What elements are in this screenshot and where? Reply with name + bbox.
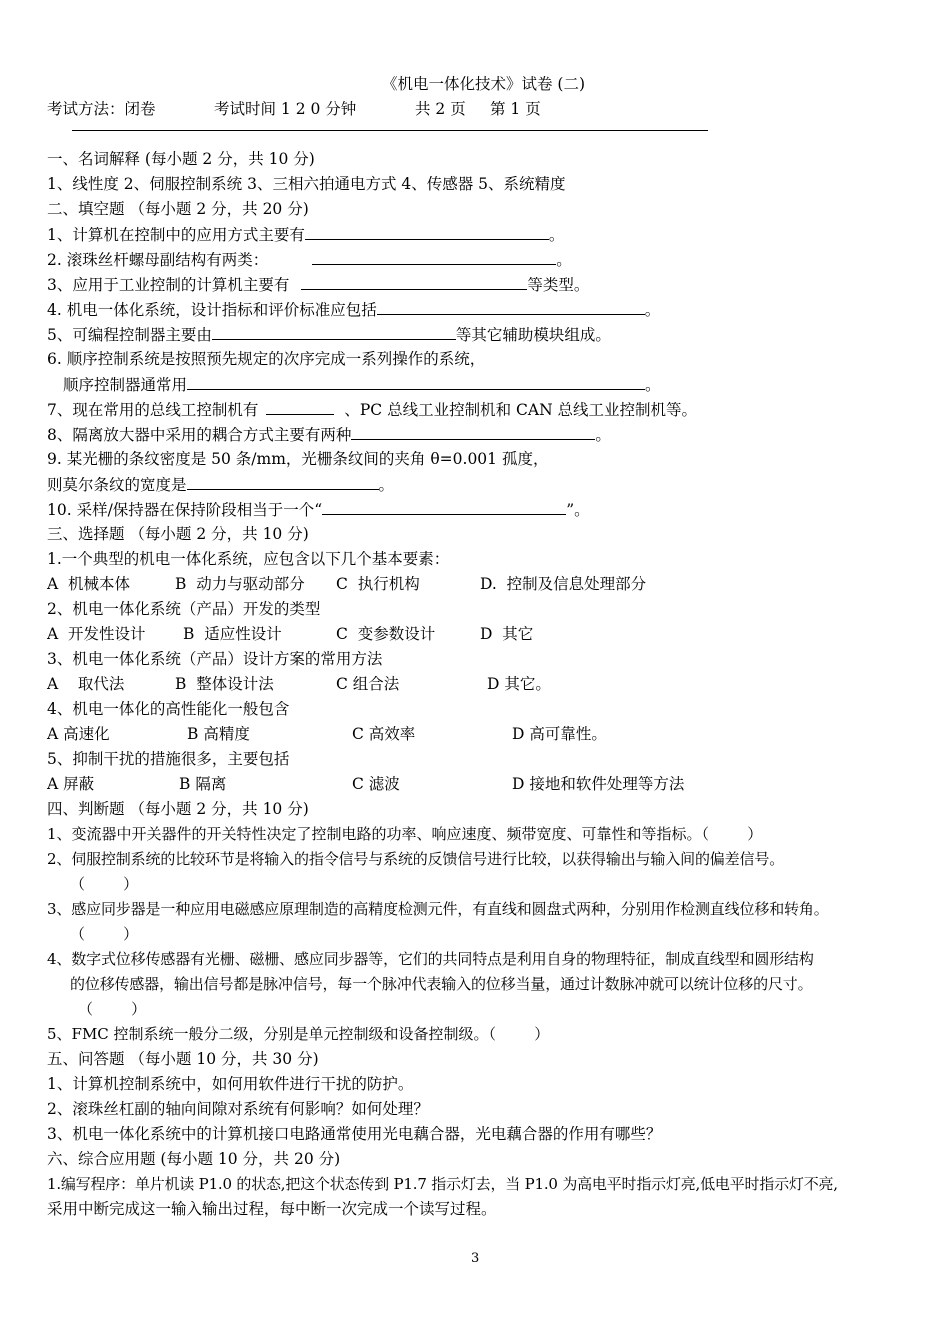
application-question-1: 1.编写程序：单片机读 P1.0 的状态,把这个状态传到 P1.7 指示灯去，当 P1.0 为高电平时指示灯亮,低电平时指示灯不亮, xyxy=(47,1175,838,1193)
choice-option[interactable]: B 隔离 xyxy=(179,775,227,793)
section-5-heading: 五、问答题 （每小题 10 分，共 30 分) xyxy=(47,1050,319,1068)
choice-question-2: 2、机电一体化系统（产品）开发的类型 xyxy=(47,600,321,618)
fill-question-8: 8、隔离放大器中采用的耦合方式主要有两种 。 xyxy=(47,426,611,444)
choice-question-3: 3、机电一体化系统（产品）设计方案的常用方法 xyxy=(47,650,383,668)
qa-question-3: 3、机电一体化系统中的计算机接口电路通常使用光电藕合器，光电藕合器的作用有哪些？ xyxy=(47,1125,662,1143)
section-6-heading: 六、综合应用题 (每小题 10 分，共 20 分) xyxy=(47,1150,341,1168)
judge-answer-bracket[interactable]: （ ） xyxy=(70,875,139,893)
section-1-terms: 1、线性度 2、伺服控制系统 3、三相六拍通电方式 4、传感器 5、系统精度 xyxy=(47,175,566,193)
fill-question-10: 10. 采样/保持器在保持阶段相当于一个“ ”。 xyxy=(47,501,590,519)
answer-blank[interactable] xyxy=(301,274,527,290)
section-3-heading: 三、选择题 （每小题 2 分，共 10 分) xyxy=(47,525,309,543)
judge-answer-bracket[interactable]: （ ） xyxy=(78,1000,147,1018)
fill-question-9-cont: 则莫尔条纹的宽度是 。 xyxy=(47,476,395,494)
judge-question-4-cont: 的位移传感器，输出信号都是脉冲信号，每一个脉冲代表输入的位移当量，通过计数脉冲就可以统计位移的尺寸。 xyxy=(70,975,813,993)
fill-question-5: 5、可编程控制器主要由 等其它辅助模块组成。 xyxy=(47,326,611,344)
answer-blank[interactable] xyxy=(187,474,379,490)
choice-option[interactable]: B 高精度 xyxy=(187,725,250,743)
judge-question-4: 4、数字式位移传感器有光栅、磁栅、感应同步器等，它们的共同特点是利用自身的物理特征，制成直线型和圆形结构 xyxy=(47,950,814,968)
choice-option[interactable]: B 适应性设计 xyxy=(183,625,282,643)
fill-question-9: 9. 某光栅的条纹密度是 50 条/mm，光栅条纹间的夹角 θ=0.001 孤度， xyxy=(47,450,549,468)
answer-blank[interactable] xyxy=(305,224,549,240)
judge-answer-bracket[interactable]: （ ） xyxy=(70,925,139,943)
choice-option[interactable]: D. 控制及信息处理部分 xyxy=(480,575,647,593)
fill-question-7: 7、现在常用的总线工控制机有 、PC 总线工业控制机和 CAN 总线工业控制机等。 xyxy=(47,401,698,419)
answer-blank[interactable] xyxy=(187,374,645,390)
section-1-heading: 一、名词解释 (每小题 2 分，共 10 分) xyxy=(47,150,315,168)
fill-question-3: 3、应用于工业控制的计算机主要有 等类型。 xyxy=(47,276,590,294)
choice-question-1: 1.一个典型的机电一体化系统，应包含以下几个基本要素： xyxy=(47,550,450,568)
page-number: 3 xyxy=(471,1251,480,1266)
choice-option[interactable]: D 接地和软件处理等方法 xyxy=(512,775,685,793)
fill-question-4: 4. 机电一体化系统，设计指标和评价标准应包括 。 xyxy=(47,301,661,319)
page-indicator: 第 1 页 xyxy=(490,100,541,118)
choice-option[interactable]: A 开发性设计 xyxy=(47,625,146,643)
application-question-1-cont: 采用中断完成这一输入输出过程，每中断一次完成一个读写过程。 xyxy=(47,1200,497,1218)
choice-option[interactable]: A 取代法 xyxy=(47,675,125,693)
qa-question-2: 2、滚珠丝杠副的轴向间隙对系统有何影响？如何处理？ xyxy=(47,1100,429,1118)
choice-option[interactable]: C 执行机构 xyxy=(336,575,420,593)
choice-option[interactable]: A 机械本体 xyxy=(47,575,131,593)
choice-option[interactable]: C 滤波 xyxy=(352,775,400,793)
answer-blank[interactable] xyxy=(312,249,556,265)
section-2-heading: 二、填空题 （每小题 2 分，共 20 分) xyxy=(47,200,309,218)
answer-blank[interactable] xyxy=(377,299,645,315)
section-4-heading: 四、判断题 （每小题 2 分，共 10 分) xyxy=(47,800,309,818)
answer-blank[interactable] xyxy=(212,324,456,340)
header-divider xyxy=(72,130,708,131)
exam-time: 考试时间 1 2 0 分钟 xyxy=(214,100,357,118)
fill-question-6-cont: 顺序控制器通常用 。 xyxy=(63,376,661,394)
exam-method: 考试方法：闭卷 xyxy=(47,100,156,118)
judge-question-3: 3、感应同步器是一种应用电磁感应原理制造的高精度检测元件，有直线和圆盘式两种，分别用作检测直线位移和转角。 xyxy=(47,900,829,918)
answer-blank[interactable] xyxy=(322,499,566,515)
choice-option[interactable]: A 屏蔽 xyxy=(47,775,95,793)
choice-option[interactable]: D 其它。 xyxy=(487,675,551,693)
choice-option[interactable]: B 整体设计法 xyxy=(175,675,274,693)
choice-option[interactable]: A 高速化 xyxy=(47,725,110,743)
judge-question-5: 5、FMC 控制系统一般分二级，分别是单元控制级和设备控制级。（ ） xyxy=(47,1025,550,1043)
choice-question-5: 5、抑制干扰的措施很多，主要包括 xyxy=(47,750,290,768)
choice-option[interactable]: B 动力与驱动部分 xyxy=(175,575,305,593)
fill-question-1: 1、计算机在控制中的应用方式主要有 。 xyxy=(47,226,565,244)
choice-question-4: 4、机电一体化的高性能化一般包含 xyxy=(47,700,290,718)
qa-question-1: 1、计算机控制系统中，如何用软件进行干扰的防护。 xyxy=(47,1075,414,1093)
fill-question-6: 6. 顺序控制系统是按照预先规定的次序完成一系列操作的系统， xyxy=(47,350,486,368)
fill-question-2: 2. 滚珠丝杆螺母副结构有两类： 。 xyxy=(47,251,572,269)
answer-blank[interactable] xyxy=(351,424,595,440)
answer-blank[interactable] xyxy=(266,399,334,415)
choice-option[interactable]: C 组合法 xyxy=(336,675,400,693)
choice-option[interactable]: C 变参数设计 xyxy=(336,625,436,643)
choice-option[interactable]: D 其它 xyxy=(480,625,534,643)
choice-option[interactable]: C 高效率 xyxy=(352,725,416,743)
judge-question-1: 1、变流器中开关器件的开关特性决定了控制电路的功率、响应速度、频带宽度、可靠性和等指标。（ ） xyxy=(47,825,763,843)
choice-option[interactable]: D 高可靠性。 xyxy=(512,725,607,743)
exam-title: 《机电一体化技术》试卷 (二) xyxy=(382,75,586,93)
total-pages: 共 2 页 xyxy=(415,100,466,118)
judge-question-2: 2、伺服控制系统的比较环节是将输入的指令信号与系统的反馈信号进行比较，以获得输出与输入间的偏差信号。 xyxy=(47,850,785,868)
